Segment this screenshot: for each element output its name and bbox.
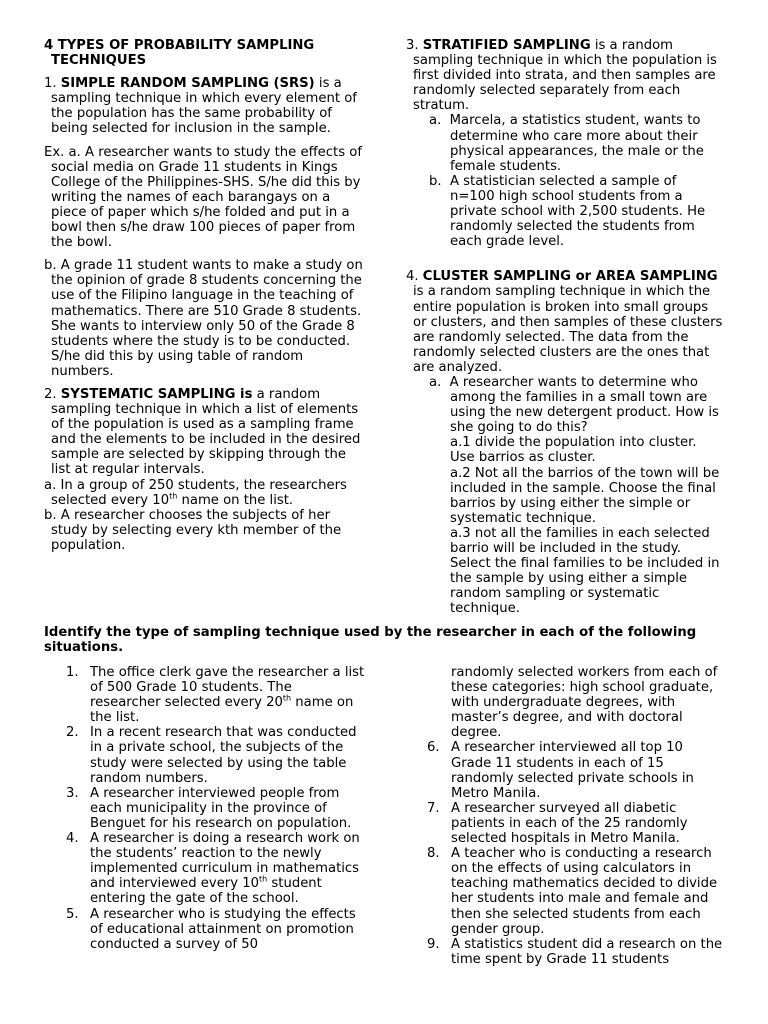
question-item: 5. A researcher who is studying the effects of educational attainment on promotion conducted a survey of 50 <box>66 906 356 952</box>
question-item: 6. A researcher interviewed all top 10 Grade 11 students in each of 15 randomly selected private schools in Metro Manila. <box>427 740 694 801</box>
cluster-step-a3: a.3 not all the families in each selected barrio will be included in the study. Select the final families to be included in the sample by using either a simple random sampling or systematic technique. <box>450 525 720 617</box>
question-item: 7. A researcher surveyed all diabetic patients in each of the 25 randomly selected hospitals in Metro Manila. <box>427 800 688 847</box>
question-item: 2. In a recent research that was conducted in a private school, the subjects of the study were selected by using the table random numbers. <box>66 725 357 786</box>
systematic-example-b: b. A researcher chooses the subjects of her study by selecting every kth member of the population. <box>44 507 342 553</box>
srs-example-b: b. A grade 11 student wants to make a study on the opinion of grade 8 students concerning the use of the Filipino language in the teaching of mathematics. There are 510 Grade 8 students. She wants to interview only 50 of the Grade 8 students where the study is to be conducted. S/he did this by using table of random numbers. <box>44 258 363 379</box>
questions-left-column <box>66 665 366 952</box>
question-item: 9. A statistics student did a research on the time spent by Grade 11 students <box>427 936 723 967</box>
stratified-example-b: b. A statistician selected a sample of n=100 high school students from a private school with 2,500 students. He randomly selected the students from each grade level. <box>429 173 706 250</box>
question-item-continuation: randomly selected workers from each of these categories: high school graduate, with undergraduate degrees, with master’s degree, and with doctoral degree. <box>451 665 718 741</box>
simple-random-sampling-definition: 1. SIMPLE RANDOM SAMPLING (SRS) is a sampling technique in which every element of the population has the same probability of being selected for inclusion in the sample. <box>44 76 357 137</box>
question-item: 3. A researcher interviewed people from each municipality in the province of Benguet for his research on population. <box>66 785 352 831</box>
cluster-example-a: a. A researcher wants to determine who among the families in a small town are using the new detergent product. How is she going to do this? <box>429 374 719 436</box>
stratified-sampling-definition: 3. STRATIFIED SAMPLING is a random sampling technique in which the population is first divided into strata, and then samples are randomly selected separately from each stratum. <box>406 38 717 114</box>
question-item: 1. The office clerk gave the researcher a list of 500 Grade 10 students. The researcher selected every 20th name on the list. <box>66 665 365 726</box>
systematic-sampling-definition: 2. SYSTEMATIC SAMPLING is a random sampling technique in which a list of elements of the population is used as a sampling frame and the elements to be included in the desired sample are selected by skipping through the list at regular intervals. <box>44 386 361 478</box>
left-column <box>44 38 369 553</box>
question-item: 4. A researcher is doing a research work on the students’ reaction to the newly implemented curriculum in mathematics and interviewed every 10th student entering the gate of the school. <box>66 831 360 907</box>
cluster-sampling-definition: 4. CLUSTER SAMPLING or AREA SAMPLING is a random sampling technique in which the entire population is broken into small groups or clusters, and then samples of these clusters are randomly selected. The data from the randomly selected clusters are the ones that are analyzed. <box>406 269 723 375</box>
questions-right-column <box>427 665 727 967</box>
question-item: 8. A teacher who is conducting a research on the effects of using calculators in teaching mathematics decided to divide her students into male and female and then she selected students from each gender group. <box>427 846 718 937</box>
systematic-example-a: a. In a group of 250 students, the researchers selected every 10th name on the list. <box>44 477 347 508</box>
exercise-instruction: Identify the type of sampling technique used by the researcher in each of the following situations. <box>44 625 697 656</box>
cluster-step-a1: a.1 divide the population into cluster. Use barrios as cluster. <box>450 435 697 466</box>
cluster-step-a2: a.2 Not all the barrios of the town will be included in the sample. Choose the final barrios by using either the simple or systematic technique. <box>450 465 720 526</box>
srs-example-a: Ex. a. A researcher wants to study the effects of social media on Grade 11 students in Kings College of the Philippines-SHS. S/he did this by writing the names of each barangays on a piece of paper which s/he folded and put in a bowl then s/he draw 100 pieces of paper from the bowl. <box>44 144 362 251</box>
right-column <box>406 38 724 616</box>
section-heading: 4 TYPES OF PROBABILITY SAMPLING TECHNIQUES <box>44 38 315 69</box>
stratified-example-a: a. Marcela, a statistics student, wants to determine who care more about their physical appearances, the male or the female students. <box>429 113 704 174</box>
